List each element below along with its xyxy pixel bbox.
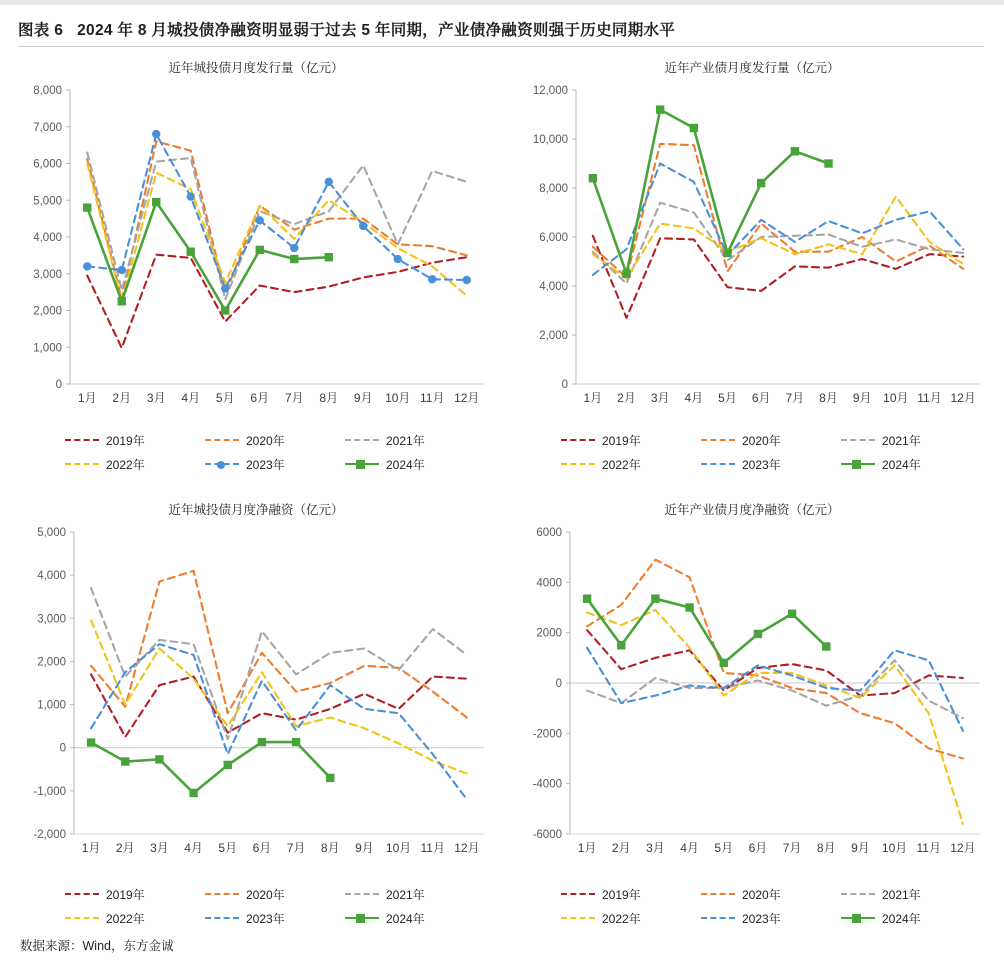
chart-title-chengtou-issue: 近年城投债月度发行量（亿元） — [168, 61, 344, 75]
legend-swatch-2023年 — [205, 917, 239, 919]
svg-text:10月: 10月 — [881, 841, 908, 855]
svg-text:2月: 2月 — [112, 391, 132, 405]
chart-panel-chanye-net — [506, 500, 998, 926]
svg-text:12,000: 12,000 — [532, 85, 568, 97]
legend-label: 2024年 — [386, 457, 425, 472]
figure-title-text: 2024 年 8 月城投债净融资明显弱于过去 5 年同期，产业债净融资则强于历史同期水平 — [77, 22, 676, 39]
svg-text:12月: 12月 — [950, 391, 976, 405]
svg-text:12月: 12月 — [950, 841, 976, 855]
svg-text:3月: 3月 — [150, 841, 169, 855]
svg-text:1,000: 1,000 — [37, 699, 66, 712]
legend-item-2021年 — [841, 882, 981, 906]
chart-title-chanye-net: 近年产业债月度净融资（亿元） — [664, 503, 840, 517]
svg-text:8,000: 8,000 — [33, 85, 62, 97]
svg-text:2,000: 2,000 — [33, 305, 62, 318]
legend-label: 2021年 — [386, 433, 425, 448]
legend-swatch-2020年 — [701, 893, 735, 895]
svg-text:4月: 4月 — [684, 391, 704, 405]
svg-text:9月: 9月 — [851, 841, 870, 855]
legend-label: 2021年 — [882, 887, 921, 902]
legend-label: 2019年 — [602, 887, 641, 902]
legend-item-2019年 — [65, 882, 205, 906]
legend-label: 2020年 — [246, 433, 285, 448]
legend-swatch-2021年 — [841, 893, 875, 895]
legend-swatch-2023年 — [701, 917, 735, 919]
legend-swatch-2024年 — [345, 463, 379, 465]
svg-text:3月: 3月 — [146, 391, 166, 405]
legend-item-2024年 — [345, 906, 485, 930]
legend-label: 2023年 — [742, 911, 781, 926]
svg-text:7月: 7月 — [785, 391, 805, 405]
legend-label: 2019年 — [106, 887, 145, 902]
legend-swatch-2019年 — [65, 439, 99, 441]
svg-text:3,000: 3,000 — [37, 613, 66, 626]
svg-text:6月: 6月 — [751, 391, 771, 405]
legend-label: 2024年 — [386, 911, 425, 926]
chart-panel-chengtou-issue — [10, 58, 502, 478]
legend-item-2023年 — [205, 452, 345, 476]
legend-swatch-2020年 — [205, 439, 239, 441]
legend-label: 2022年 — [106, 911, 145, 926]
legend-item-2024年 — [345, 452, 485, 476]
legend-item-2019年 — [561, 428, 701, 452]
legend-label: 2023年 — [742, 457, 781, 472]
svg-text:9月: 9月 — [353, 391, 373, 405]
svg-text:4000: 4000 — [536, 577, 562, 590]
svg-text:9月: 9月 — [852, 391, 872, 405]
svg-text:-2,000: -2,000 — [33, 829, 66, 841]
legend-swatch-2022年 — [65, 463, 99, 465]
svg-text:5,000: 5,000 — [33, 195, 62, 208]
chart-legend-chanye-net — [561, 882, 981, 930]
svg-text:2月: 2月 — [115, 841, 135, 855]
legend-swatch-2022年 — [561, 917, 595, 919]
svg-text:-4000: -4000 — [532, 778, 562, 791]
legend-label: 2020年 — [742, 887, 781, 902]
svg-text:4,000: 4,000 — [539, 281, 568, 293]
svg-text:1月: 1月 — [583, 391, 603, 405]
chart-legend-chengtou-issue — [65, 428, 485, 476]
source-note: 数据来源：Wind，东方金诚 — [20, 939, 174, 953]
legend-label: 2020年 — [742, 433, 781, 448]
svg-text:10月: 10月 — [385, 391, 411, 405]
svg-text:6,000: 6,000 — [33, 158, 62, 171]
svg-text:8月: 8月 — [816, 841, 836, 855]
svg-text:11月: 11月 — [420, 841, 445, 855]
legend-item-2022年 — [561, 452, 701, 476]
svg-text:10月: 10月 — [883, 391, 909, 405]
svg-text:7月: 7月 — [782, 841, 802, 855]
legend-label: 2023年 — [246, 911, 285, 926]
legend-label: 2024年 — [882, 457, 921, 472]
legend-item-2020年 — [205, 882, 345, 906]
svg-text:5月: 5月 — [718, 391, 737, 405]
svg-text:10,000: 10,000 — [532, 134, 568, 146]
legend-item-2024年 — [841, 906, 981, 930]
svg-text:5月: 5月 — [714, 841, 734, 855]
legend-item-2019年 — [65, 428, 205, 452]
svg-text:1,000: 1,000 — [33, 342, 62, 355]
page-title — [18, 18, 978, 40]
legend-item-2020年 — [205, 428, 345, 452]
legend-swatch-2024年 — [841, 463, 875, 465]
legend-item-2021年 — [345, 882, 485, 906]
chart-panel-chanye-issue — [506, 58, 998, 478]
svg-text:0: 0 — [561, 379, 568, 391]
svg-text:3月: 3月 — [650, 391, 670, 405]
chart-plot-chengtou-issue — [10, 80, 502, 420]
legend-swatch-2023年 — [701, 463, 735, 465]
svg-text:6000: 6000 — [536, 527, 562, 539]
svg-text:4月: 4月 — [680, 841, 699, 855]
svg-text:8月: 8月 — [319, 391, 339, 405]
legend-item-2022年 — [65, 452, 205, 476]
legend-label: 2021年 — [882, 433, 921, 448]
legend-swatch-2024年 — [841, 917, 875, 919]
legend-item-2021年 — [841, 428, 981, 452]
legend-item-2023年 — [701, 452, 841, 476]
legend-item-2022年 — [65, 906, 205, 930]
chart-title-chengtou-net: 近年城投债月度净融资（亿元） — [168, 503, 344, 517]
legend-label: 2019年 — [106, 433, 145, 448]
top-bar — [0, 0, 1004, 5]
svg-text:1月: 1月 — [81, 841, 101, 855]
svg-text:11月: 11月 — [917, 391, 942, 405]
chart-plot-chanye-issue — [506, 80, 998, 420]
svg-text:0: 0 — [55, 379, 62, 391]
figure-number: 图表 6 — [18, 22, 64, 39]
legend-item-2019年 — [561, 882, 701, 906]
svg-text:6,000: 6,000 — [539, 232, 568, 244]
chart-plot-chengtou-net — [10, 522, 502, 874]
svg-text:0: 0 — [555, 678, 562, 690]
chart-legend-chengtou-net — [65, 882, 485, 930]
svg-text:2,000: 2,000 — [539, 330, 568, 342]
svg-text:12月: 12月 — [454, 841, 480, 855]
svg-text:-6000: -6000 — [532, 829, 562, 841]
svg-text:2,000: 2,000 — [37, 656, 66, 669]
legend-swatch-2019年 — [561, 893, 595, 895]
legend-swatch-2021年 — [345, 893, 379, 895]
legend-label: 2022年 — [602, 911, 641, 926]
svg-text:9月: 9月 — [355, 841, 374, 855]
legend-swatch-2021年 — [345, 439, 379, 441]
svg-text:2000: 2000 — [536, 627, 562, 640]
legend-item-2024年 — [841, 452, 981, 476]
svg-text:-2000: -2000 — [532, 728, 562, 741]
svg-text:4月: 4月 — [181, 391, 201, 405]
legend-swatch-2022年 — [65, 917, 99, 919]
chart-panel-chengtou-net — [10, 500, 502, 926]
svg-text:2月: 2月 — [611, 841, 631, 855]
legend-swatch-2024年 — [345, 917, 379, 919]
legend-label: 2022年 — [106, 457, 145, 472]
svg-text:7月: 7月 — [284, 391, 304, 405]
svg-text:5月: 5月 — [215, 391, 235, 405]
svg-text:-1,000: -1,000 — [33, 785, 66, 798]
legend-swatch-2020年 — [701, 439, 735, 441]
legend-label: 2020年 — [246, 887, 285, 902]
svg-text:4,000: 4,000 — [33, 232, 62, 244]
svg-text:11月: 11月 — [916, 841, 941, 855]
legend-item-2022年 — [561, 906, 701, 930]
svg-text:8月: 8月 — [320, 841, 340, 855]
chart-plot-chanye-net — [506, 522, 998, 874]
svg-text:7月: 7月 — [286, 841, 306, 855]
legend-label: 2022年 — [602, 457, 641, 472]
svg-text:5,000: 5,000 — [37, 527, 66, 539]
legend-swatch-2021年 — [841, 439, 875, 441]
legend-item-2020年 — [701, 882, 841, 906]
svg-text:0: 0 — [59, 742, 66, 755]
legend-label: 2021年 — [386, 887, 425, 902]
legend-label: 2024年 — [882, 911, 921, 926]
legend-swatch-2019年 — [65, 893, 99, 895]
svg-text:6月: 6月 — [252, 841, 272, 855]
svg-text:12月: 12月 — [454, 391, 480, 405]
chart-legend-chanye-issue — [561, 428, 981, 476]
legend-item-2023年 — [701, 906, 841, 930]
svg-text:4月: 4月 — [184, 841, 203, 855]
svg-text:8,000: 8,000 — [539, 183, 568, 195]
legend-swatch-2023年 — [205, 463, 239, 465]
title-divider — [18, 46, 984, 47]
svg-text:2月: 2月 — [617, 391, 636, 405]
legend-swatch-2019年 — [561, 439, 595, 441]
svg-text:8月: 8月 — [819, 391, 838, 405]
svg-text:1月: 1月 — [577, 841, 597, 855]
svg-text:5月: 5月 — [218, 841, 238, 855]
legend-label: 2019年 — [602, 433, 641, 448]
legend-label: 2023年 — [246, 457, 285, 472]
svg-text:6月: 6月 — [748, 841, 768, 855]
svg-text:4,000: 4,000 — [37, 570, 66, 583]
svg-text:3月: 3月 — [646, 841, 665, 855]
svg-text:6月: 6月 — [250, 391, 270, 405]
legend-swatch-2020年 — [205, 893, 239, 895]
chart-title-chanye-issue: 近年产业债月度发行量（亿元） — [664, 61, 840, 75]
svg-text:3,000: 3,000 — [33, 268, 62, 281]
legend-swatch-2022年 — [561, 463, 595, 465]
legend-item-2023年 — [205, 906, 345, 930]
legend-item-2021年 — [345, 428, 485, 452]
svg-text:10月: 10月 — [385, 841, 412, 855]
svg-text:1月: 1月 — [77, 391, 97, 405]
legend-item-2020年 — [701, 428, 841, 452]
svg-text:11月: 11月 — [420, 391, 445, 405]
svg-text:7,000: 7,000 — [33, 121, 62, 134]
